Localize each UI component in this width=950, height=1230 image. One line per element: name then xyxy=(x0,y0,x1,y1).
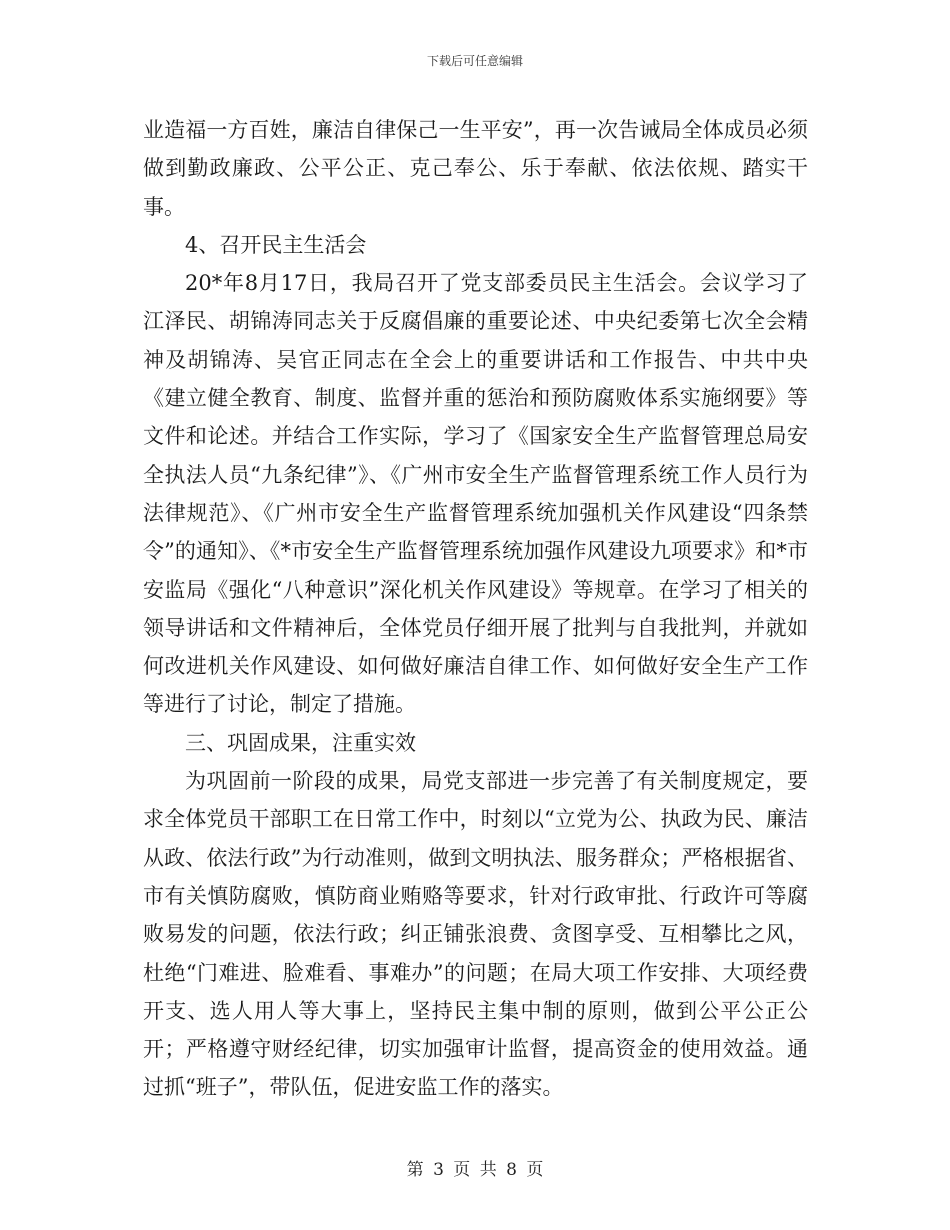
document-body xyxy=(143,111,808,1107)
section-heading: 4、召开民主生活会 xyxy=(185,232,367,257)
page-number: 第 3 页 共 8 页 xyxy=(406,1160,544,1180)
body-paragraph: 20*年8月17日，我局召开了党支部委员民主生活会。会议学习了江泽民、胡锦涛同志关于反腐倡廉的重要论述、中央纪委第七次全会精神及胡锦涛、吴官正同志在全会上的重要讲话和工作报告、中共中央《建立健全教育、制度、监督并重的惩治和预防腐败体系实施纲要》等文件和论述。并结合工作实际，学习了《国家安全生产监督管理总局安全执法人员“九条纪律”》、《广州市安全生产监督管理系统工作人员行为法律规范》、《广州市安全生产监督管理系统加强机关作风建设“四条禁令”的通知》、《*市安全生产监督管理系统加强作风建设九项要求》和*市安监局《强化“八种意识”深化机关作风建设》等规章。在学习了相关的领导讲话和文件精神后，全体党员仔细开展了批判与自我批判，并就如何改进机关作风建设、如何做好廉洁自律工作、如何做好安全生产工作等进行了讨论，制定了措施。 xyxy=(143,271,808,717)
body-paragraph: 为巩固前一阶段的成果，局党支部进一步完善了有关制度规定，要求全体党员干部职工在日常工作中，时刻以“立党为公、执政为民、廉洁从政、依法行政”为行动准则，做到文明执法、服务群众；严格根据省、市有关慎防腐败，慎防商业贿赂等要求，针对行政审批、行政许可等腐败易发的问题，依法行政；纠正铺张浪费、贪图享受、互相攀比之风，杜绝“门难进、脸难看、事难办”的问题；在局大项工作安排、大项经费开支、选人用人等大事上，坚持民主集中制的原则，做到公平公正公开；严格遵守财经纪律，切实加强审计监督，提高资金的使用效益。通过抓“班子”，带队伍，促进安监工作的落实。 xyxy=(143,769,808,1100)
page-header: 下载后可任意编辑 xyxy=(426,54,523,68)
body-paragraph: 业造福一方百姓，廉洁自律保己一生平安”，再一次告诫局全体成员必须做到勤政廉政、公平公正、克己奉公、乐于奉献、依法依规、踏实干事。 xyxy=(143,118,808,219)
section-heading: 三、巩固成果，注重实效 xyxy=(185,730,416,755)
